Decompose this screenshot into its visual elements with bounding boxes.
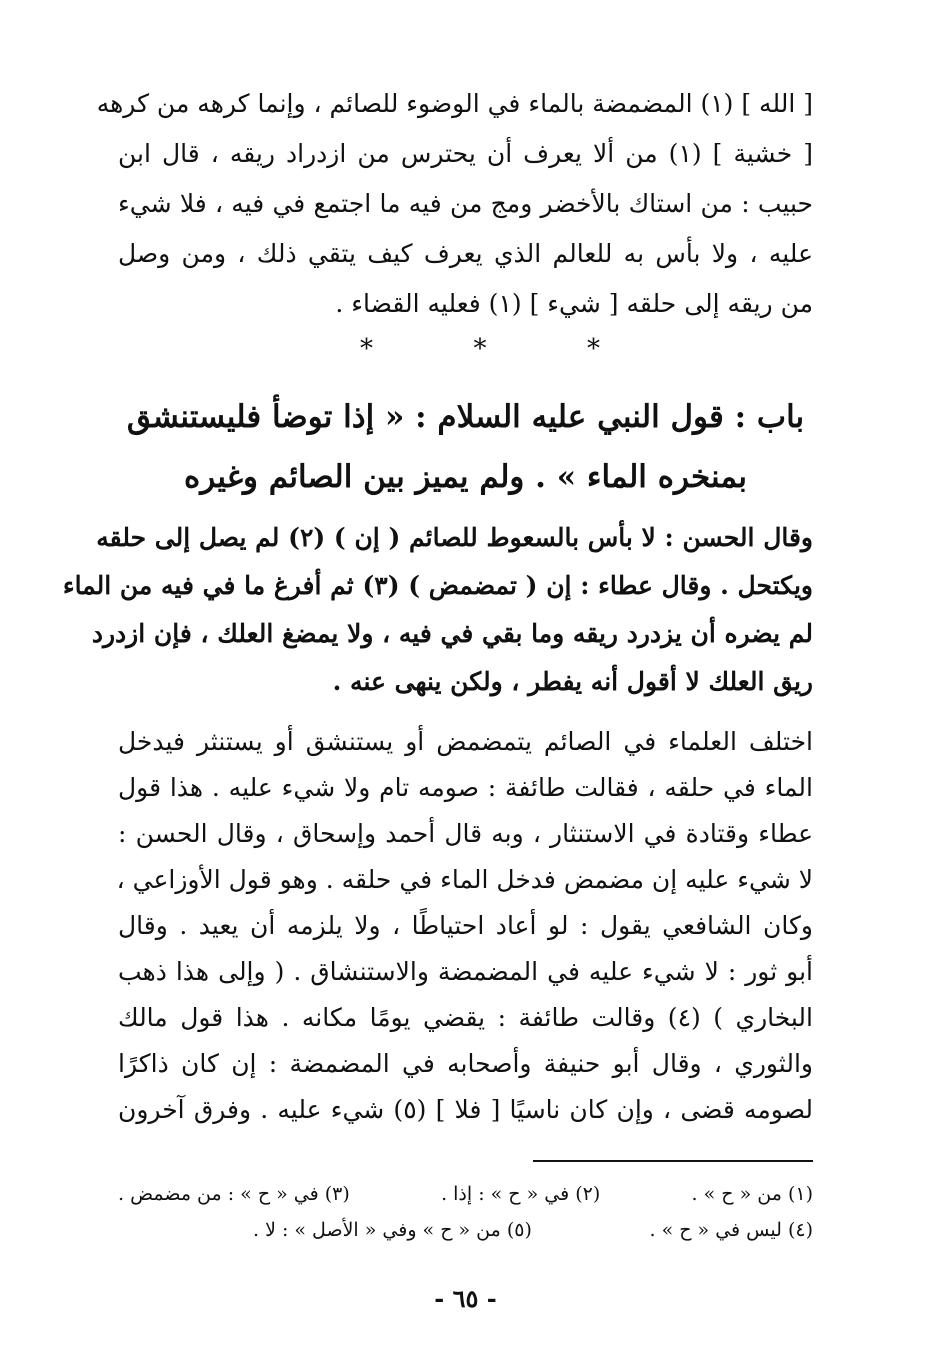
text-line: من ريقه إلى حلقه [ شيء ] (١) فعليه القضاء . — [335, 289, 813, 318]
bold-text-line: وقال الحسن : لا بأس بالسعوط للصائم ( إن ) (٢) لم يصل إلى حلقه — [96, 523, 813, 552]
text-line: لا شيء عليه إن مضمض فدخل الماء في حلقه . وهو قول الأوزاعي ، — [116, 865, 813, 894]
footnote-divider — [533, 1160, 813, 1162]
footnote: (١) من « ح » . — [691, 1183, 813, 1205]
page-number: - ٦٥ - — [434, 1284, 497, 1313]
star-ornament: * — [360, 334, 373, 364]
bold-text-line: لم يضره أن يزدرد ريقه وما بقي في فيه ، ولا يمضغ العلك ، فإن ازدرد — [91, 619, 813, 648]
text-line: أبو ثور : لا شيء عليه في المضمضة والاستنشاق . ( وإلى هذا ذهب — [118, 957, 813, 986]
text-line: [ خشية ] (١) من ألا يعرف أن يحترس من ازدراد ريقه ، قال ابن — [118, 139, 813, 168]
bold-text-line: ريق العلك لا أقول أنه يفطر ، ولكن ينهى عنه . — [332, 667, 813, 696]
footnote-row — [253, 1214, 813, 1246]
chapter-heading: باب : قول النبي عليه السلام : « إذا توضأ فليستنشق — [126, 399, 805, 435]
text-line: والثوري ، وقال أبو حنيفة وأصحابه في المضمضة : إن كان ذاكرًا — [118, 1049, 813, 1078]
footnote-row — [118, 1178, 813, 1210]
text-line: البخاري ) (٤) وقالت طائفة : يقضي يومًا مكانه . هذا قول مالك — [118, 1003, 813, 1032]
text-line: حبيب : من استاك بالأخضر ومج من فيه ما اجتمع في فيه ، فلا شيء — [118, 189, 813, 218]
star-ornament: * — [587, 334, 600, 364]
text-line: [ الله ] (١) المضمضة بالماء في الوضوء للصائم ، وإنما كرهه من كرهه — [96, 89, 813, 118]
chapter-heading: بمنخره الماء » . ولم يميز بين الصائم وغيره — [184, 459, 747, 495]
text-line: عطاء وقتادة في الاستنثار ، وبه قال أحمد وإسحاق ، وقال الحسن : — [118, 819, 813, 848]
text-line: لصومه قضى ، وإن كان ناسيًا [ فلا ] (٥) شيء عليه . وفرق آخرون — [118, 1095, 813, 1124]
footnote: (٣) في « ح » : من مضمض . — [118, 1183, 350, 1205]
text-line: وكان الشافعي يقول : لو أعاد احتياطًا ، ولا يلزمه أن يعيد . وقال — [118, 911, 813, 940]
footnote: (٤) ليس في « ح » . — [649, 1219, 813, 1241]
star-ornament: * — [473, 334, 487, 364]
footnote: (٢) في « ح » : إذا . — [441, 1183, 601, 1205]
text-line: اختلف العلماء في الصائم يتمضمض أو يستنشق أو يستنثر فيدخل — [118, 727, 813, 756]
section-separator — [360, 334, 600, 364]
text-line: الماء في حلقه ، فقالت طائفة : صومه تام ولا شيء عليه . هذا قول — [118, 773, 813, 802]
footnote: (٥) من « ح » وفي « الأصل » : لا . — [253, 1219, 532, 1241]
bold-text-line: ويكتحل . وقال عطاء : إن ( تمضمض ) (٣) ثم أفرغ ما في فيه من الماء — [62, 571, 813, 600]
text-line: عليه ، ولا بأس به للعالم الذي يعرف كيف يتقي ذلك ، ومن وصل — [118, 239, 813, 268]
